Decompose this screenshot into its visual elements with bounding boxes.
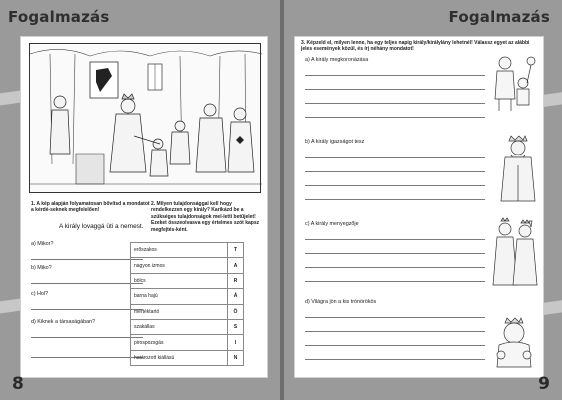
option-wedding: c) A király menyegzője bbox=[305, 221, 359, 227]
trait-cell: pirospozsgás bbox=[131, 335, 228, 350]
writing-line[interactable] bbox=[305, 345, 485, 346]
question-who: b) Miko? bbox=[31, 265, 52, 271]
writing-line[interactable] bbox=[305, 171, 485, 172]
trait-cell: nagyon izmos bbox=[131, 258, 228, 273]
letter-cell[interactable]: S bbox=[228, 319, 244, 334]
writing-line[interactable] bbox=[305, 75, 485, 76]
coronation-illustration bbox=[29, 43, 261, 193]
traits-table bbox=[130, 242, 244, 366]
right-sheet bbox=[294, 36, 544, 378]
base-sentence: A király lovaggá üti a nemest. bbox=[59, 223, 144, 230]
writing-line[interactable] bbox=[305, 253, 485, 254]
table-row bbox=[131, 304, 244, 319]
option-coronation: a) A király megkoronázása bbox=[305, 57, 369, 63]
answer-line[interactable] bbox=[31, 283, 143, 284]
trait-cell: barna hajú bbox=[131, 289, 228, 304]
writing-line[interactable] bbox=[305, 267, 485, 268]
trait-cell: bölcs bbox=[131, 273, 228, 288]
page-number: 8 bbox=[12, 374, 24, 394]
royal-wedding-image bbox=[489, 217, 541, 287]
writing-line[interactable] bbox=[305, 103, 485, 104]
writing-line[interactable] bbox=[305, 281, 485, 282]
letter-cell[interactable]: I bbox=[228, 335, 244, 350]
writing-line[interactable] bbox=[305, 331, 485, 332]
king-judging-image bbox=[495, 135, 539, 203]
table-row bbox=[131, 335, 244, 350]
trait-cell: mértéktartó bbox=[131, 304, 228, 319]
table-row bbox=[131, 289, 244, 304]
letter-cell[interactable]: R bbox=[228, 273, 244, 288]
table-row bbox=[131, 350, 244, 365]
writing-line[interactable] bbox=[305, 199, 485, 200]
table-row bbox=[131, 273, 244, 288]
task2-prompt: 2. Milyen tulajdonsággal kell hogy rendelkezzen egy király? Karikázd be a szükséges tulajdonságok mel-letti betűjelet! Ezeket összeolvasva egy értelmes szót kapsz megfejtés-ként. bbox=[151, 201, 260, 233]
letter-cell[interactable]: T bbox=[228, 243, 244, 258]
table-row bbox=[131, 319, 244, 334]
writing-line[interactable] bbox=[305, 359, 485, 360]
question-where: c) Hol? bbox=[31, 291, 49, 297]
question-with-whom: d) Kiknek a társaságában? bbox=[31, 319, 96, 325]
writing-line[interactable] bbox=[305, 317, 485, 318]
table-row bbox=[131, 258, 244, 273]
letter-cell[interactable]: A bbox=[228, 258, 244, 273]
writing-line[interactable] bbox=[305, 157, 485, 158]
option-justice: b) A király igazságot tesz bbox=[305, 139, 365, 145]
writing-line[interactable] bbox=[305, 117, 485, 118]
crowned-children-image bbox=[491, 53, 539, 115]
task3-prompt: 3. Képzeld el, milyen lenne, ha egy teljes napig király/királylány lehetnél! Válassz egyet az alábbi jeles események közül, és írj néhány mondatot! bbox=[301, 40, 530, 53]
task1-prompt: 1. A kép alapján folyamatosan bővítsd a mondatot a kérdé-seknek megfelelően! bbox=[31, 201, 150, 214]
answer-line[interactable] bbox=[31, 337, 143, 338]
baby-heir-image bbox=[489, 315, 539, 371]
option-heir-born: d) Világra jön a kis trónörökös bbox=[305, 299, 377, 305]
table-row bbox=[131, 243, 244, 258]
page-title: Fogalmazás bbox=[448, 8, 550, 26]
right-page bbox=[284, 0, 562, 400]
trait-cell: határozott kiállású bbox=[131, 350, 228, 365]
letter-cell[interactable]: Á bbox=[228, 289, 244, 304]
page-number: 9 bbox=[538, 374, 550, 394]
letter-cell[interactable]: N bbox=[228, 350, 244, 365]
writing-line[interactable] bbox=[305, 185, 485, 186]
page-title: Fogalmazás bbox=[8, 8, 110, 26]
answer-line[interactable] bbox=[31, 309, 143, 310]
answer-line[interactable] bbox=[31, 259, 143, 260]
letter-cell[interactable]: Ö bbox=[228, 304, 244, 319]
answer-line[interactable] bbox=[31, 357, 143, 358]
left-page bbox=[0, 0, 280, 400]
writing-line[interactable] bbox=[305, 89, 485, 90]
trait-cell: szakállas bbox=[131, 319, 228, 334]
knighting-scene-image bbox=[30, 44, 262, 194]
writing-line[interactable] bbox=[305, 239, 485, 240]
question-when: a) Mikor? bbox=[31, 241, 54, 247]
trait-cell: erőszakos bbox=[131, 243, 228, 258]
